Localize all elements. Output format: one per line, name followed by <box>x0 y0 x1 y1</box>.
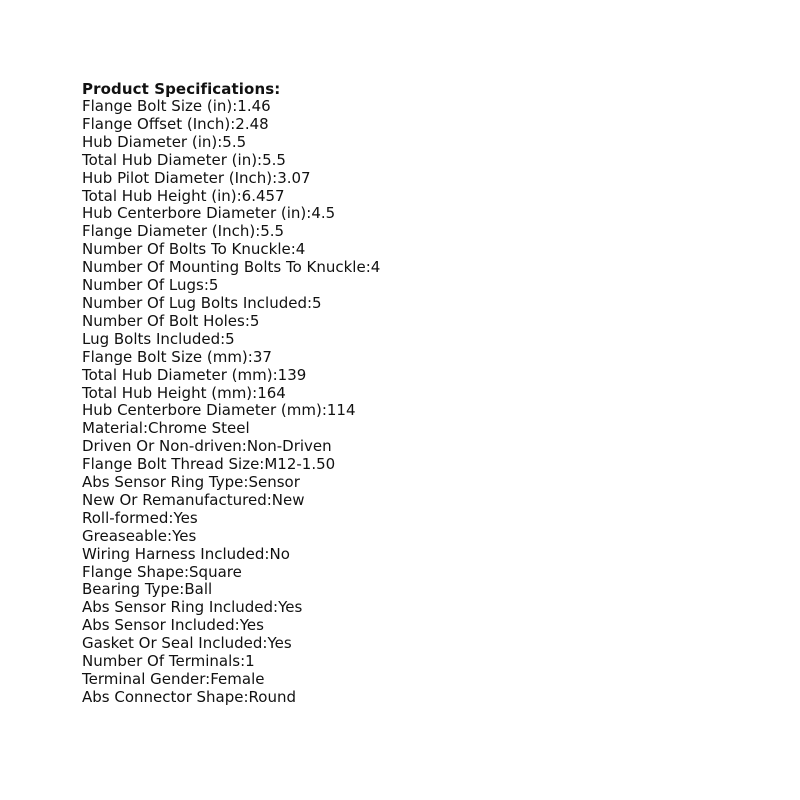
list-item: Flange Diameter (Inch):5.5 <box>82 222 285 241</box>
list-item: Abs Connector Shape:Round <box>82 687 296 706</box>
list-item: Wiring Harness Included:No <box>82 544 290 563</box>
list-item: Flange Offset (Inch):2.48 <box>82 114 269 133</box>
product-specifications-block <box>82 80 742 707</box>
list-item: Hub Pilot Diameter (Inch):3.07 <box>82 168 311 187</box>
list-item: Number Of Mounting Bolts To Knuckle:4 <box>82 258 381 277</box>
list-item: Number Of Lug Bolts Included:5 <box>82 293 322 312</box>
list-item: Number Of Bolt Holes:5 <box>82 311 260 330</box>
list-item: Abs Sensor Ring Included:Yes <box>82 598 303 617</box>
list-item: Flange Bolt Size (mm):37 <box>82 347 272 366</box>
list-item: Flange Bolt Thread Size:M12-1.50 <box>82 455 336 474</box>
list-item: Hub Centerbore Diameter (in):4.5 <box>82 204 336 223</box>
list-item: Bearing Type:Ball <box>82 580 213 599</box>
list-item: Total Hub Diameter (mm):139 <box>82 365 307 384</box>
specification-list <box>82 98 742 707</box>
list-item: New Or Remanufactured:New <box>82 490 305 509</box>
list-item: Flange Bolt Size (in):1.46 <box>82 97 271 115</box>
list-item: Total Hub Diameter (in):5.5 <box>82 150 286 169</box>
list-item: Number Of Lugs:5 <box>82 276 219 295</box>
list-item: Hub Centerbore Diameter (mm):114 <box>82 401 356 420</box>
list-item: Number Of Terminals:1 <box>82 652 255 671</box>
list-item: Hub Diameter (in):5.5 <box>82 132 247 151</box>
list-item: Driven Or Non-driven:Non-Driven <box>82 437 332 456</box>
list-item: Abs Sensor Included:Yes <box>82 616 264 635</box>
list-item: Number Of Bolts To Knuckle:4 <box>82 240 306 259</box>
list-item: Roll-formed:Yes <box>82 508 198 527</box>
list-item: Terminal Gender:Female <box>82 670 265 688</box>
list-item: Flange Shape:Square <box>82 562 242 581</box>
list-item: Material:Chrome Steel <box>82 419 250 438</box>
page-title: Product Specifications: <box>82 80 281 98</box>
list-item: Total Hub Height (mm):164 <box>82 383 286 402</box>
list-item: Abs Sensor Ring Type:Sensor <box>82 473 300 492</box>
list-item: Gasket Or Seal Included:Yes <box>82 634 292 653</box>
list-item: Lug Bolts Included:5 <box>82 329 235 348</box>
list-item: Total Hub Height (in):6.457 <box>82 186 285 205</box>
list-item: Greaseable:Yes <box>82 526 197 545</box>
